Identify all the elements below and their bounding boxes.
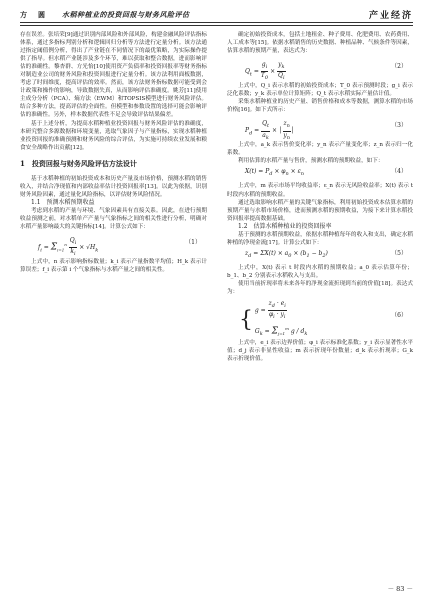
section-heading: 1 投资回报与财务风险评估方法设计 (20, 158, 137, 168)
equation-formula: $f_i = \Sigma_{i=1}^n$ $\frac{Q_i}{k_i}$ × $√H_k$ (38, 237, 99, 258)
equation-number: （6） (391, 312, 407, 320)
equation-formula: { g = $\frac{z_d \cdot e_i}{\varphi_i \cdot y_i}$ $G_k = \Sigma_{j=1}^m$ g / $d_k$ (239, 300, 308, 337)
paragraph: 上式中，Q_i 表示水稻的初始投资成本；T_0 表示预测时段；g_i 表示泛化系数；y_k 表示单位计算矩阵；Q_t 表示水稻实际产量估计值。 (227, 83, 413, 98)
paragraph: 上式中，m 表示市场平均收益率；ε_n 表示无风险收益率；X(t) 表示 t 时段内水稻的预期收益。 (227, 183, 413, 198)
equation-number: （1） (185, 239, 201, 247)
header-rule (20, 22, 413, 23)
left-column (20, 31, 207, 274)
paragraph: 基于水稻种植的初始投资成本和历史产量及市场价格，预测水稻的销售收入，并结合净现值和内部收益率估计投资回报率[13]。以此为依据，识别财务风险因素，通过量化风险指标，以评估财务风险情况。 (20, 175, 207, 198)
header-author: 方 圆 (20, 10, 47, 19)
right-column (227, 31, 413, 363)
paragraph: 基于预测的水稻预期收益，依据水稻种植每年的收入和支出，确定水稻种植的净现金流[17]。计算公式如下： (227, 231, 413, 246)
equation-4 (227, 167, 413, 179)
paragraph: 使用当前折现率将未来各年的净现金流折现到当前的价值[18]。表达式为： (227, 281, 413, 296)
paragraph: 上式中，e_i 表示边界价值；φ_i 表示标准化系数；y_i 表示显著性水平值；d_j 表示非显性收益；m 表示折现年份数量；d_k 表示折现率；G_k 表示折现价值。 (227, 340, 413, 363)
paragraph: 采集水稻种植业的历史产量、销售价格和成本等数据，测算水稻的市场价格[16]。如下式所示： (227, 99, 413, 114)
paragraph: 上式中，X(t) 表示 t 时段内水稻的预期收益；a_0 表示估算年份；b_1、b_2 分别表示水稻收入与支出。 (227, 265, 413, 280)
paragraph: 存在误差。张培荣[9]通过识别内部风险和外部风险，构建金融风险评估指标体系，通过多指标判别分析和逻辑回归分析等方法进行定量分析。该方法通过指定阈值例分析，得出了产业链在不同情况下的最优策略，为实际操作提供了指导。但水稻产业链涉及多个环节，难以获取和整合数据，进而影响评估的准确性。黎杏群、方光怡[10]使用资产负债率和投资回报率等财务指标对制造业公司的财务风险和投资回报进行定量分析。该方法利用面板数据，考虑了时间维度，提高评估的效率。然而，该方法财务指标数据可能受到会计政策和操作的影响，导致数据失真，从而影响评估准确度。姚芳[11]使用主成分分析（PCA）、熵方法（EWM）和TOPSIS模型进行财务风险评估。结合多种方法，提高评估的全面性。但模型和参数设置的选择可能会影响评估的准确性。另外，样本数据代表性不足会导致评估结果偏差。 (20, 32, 207, 119)
page-number: － 83 － (387, 585, 413, 593)
equation-2 (227, 57, 413, 82)
paragraph: 通过选取影响水稻产量的关键气象指标，利用初始投资成本估算水稻的预期产量与水稻市场价格，进而预测水稻的预期收益，为接下来计算水稻投资回报率提高数据基础。 (227, 199, 413, 222)
equation-formula: $Q_t$ = $\frac{g_i}{T_0}$ × $\frac{y_k}{Q_i}$ (245, 61, 285, 82)
equation-number: （3） (391, 122, 407, 130)
paragraph: 上式中，n 表示影响指标数量；k_i 表示产量指数平均值；H_k 表示计算误差；f_i 表示第 i 个气象指标与水稻产量之间的相关性。 (20, 259, 207, 274)
equation-5 (227, 249, 413, 261)
subsection-heading: 1.2 估算水稻种植业的投资回报率 (238, 222, 332, 230)
equation-number: （2） (391, 63, 407, 71)
equation-formula: $X(t) = P_d \times \varphi_n \times \varepsilon_n$ (245, 168, 305, 178)
equation-formula: $z_d = \Sigma X(t) \times a_0 \times (b_1 - b_2)$ (245, 250, 328, 260)
equation-3 (227, 116, 413, 141)
running-header (20, 8, 413, 22)
paragraph: 考虑到水稻的产量与环境、气象因素具有直接关系。因此，在进行预期收益预测之前，对水稻单产产量与气象指标之间的相关性进行分析，明确对水稻产量影响最大的关键指标[14]。计算公式如下： (20, 208, 207, 231)
header-rule-thin (20, 25, 413, 26)
subsection-heading: 1.1 预测水稻预期收益 (31, 198, 95, 206)
equation-number: （4） (391, 168, 407, 176)
equation-1 (20, 233, 207, 258)
header-title: 水稻种植业的投资回报与财务风险评估 (62, 10, 190, 19)
paragraph: 利用估算的水稻产量与售价，预测水稻的预期收益，如下： (238, 158, 384, 165)
paragraph: 基于上述分析，为提高水稻种植业投资回报与财务风险评估的准确度，本研究整合多源数据和环境变量，选取气象因子与产量指标，实现水稻种植业投资回报的准确预测和财务风险的综合评估，为实施可持续农业发展和粮食安全战略作出贡献[12]。 (20, 120, 207, 151)
header-section: 产业经济 (368, 11, 413, 21)
paragraph: 上式中，a_k 表示售价变化率；y_n 表示产量变化率；z_n 表示归一化系数。 (227, 142, 413, 157)
equation-formula: $P_d$ = $\frac{Q_t}{a_k}$ × │ $\frac{z_n}{y_n}$ │ (245, 120, 295, 141)
equation-6 (227, 298, 413, 336)
equation-number: （5） (391, 250, 407, 257)
paragraph: 确定初始投资成本，包括土地租金、种子费用、化肥费用、农药费用、人工成本等[15]。依据水稻销售的历史数据、种植品种、气候条件等因素，估算水稻的预期产量，表达式为： (227, 32, 413, 55)
